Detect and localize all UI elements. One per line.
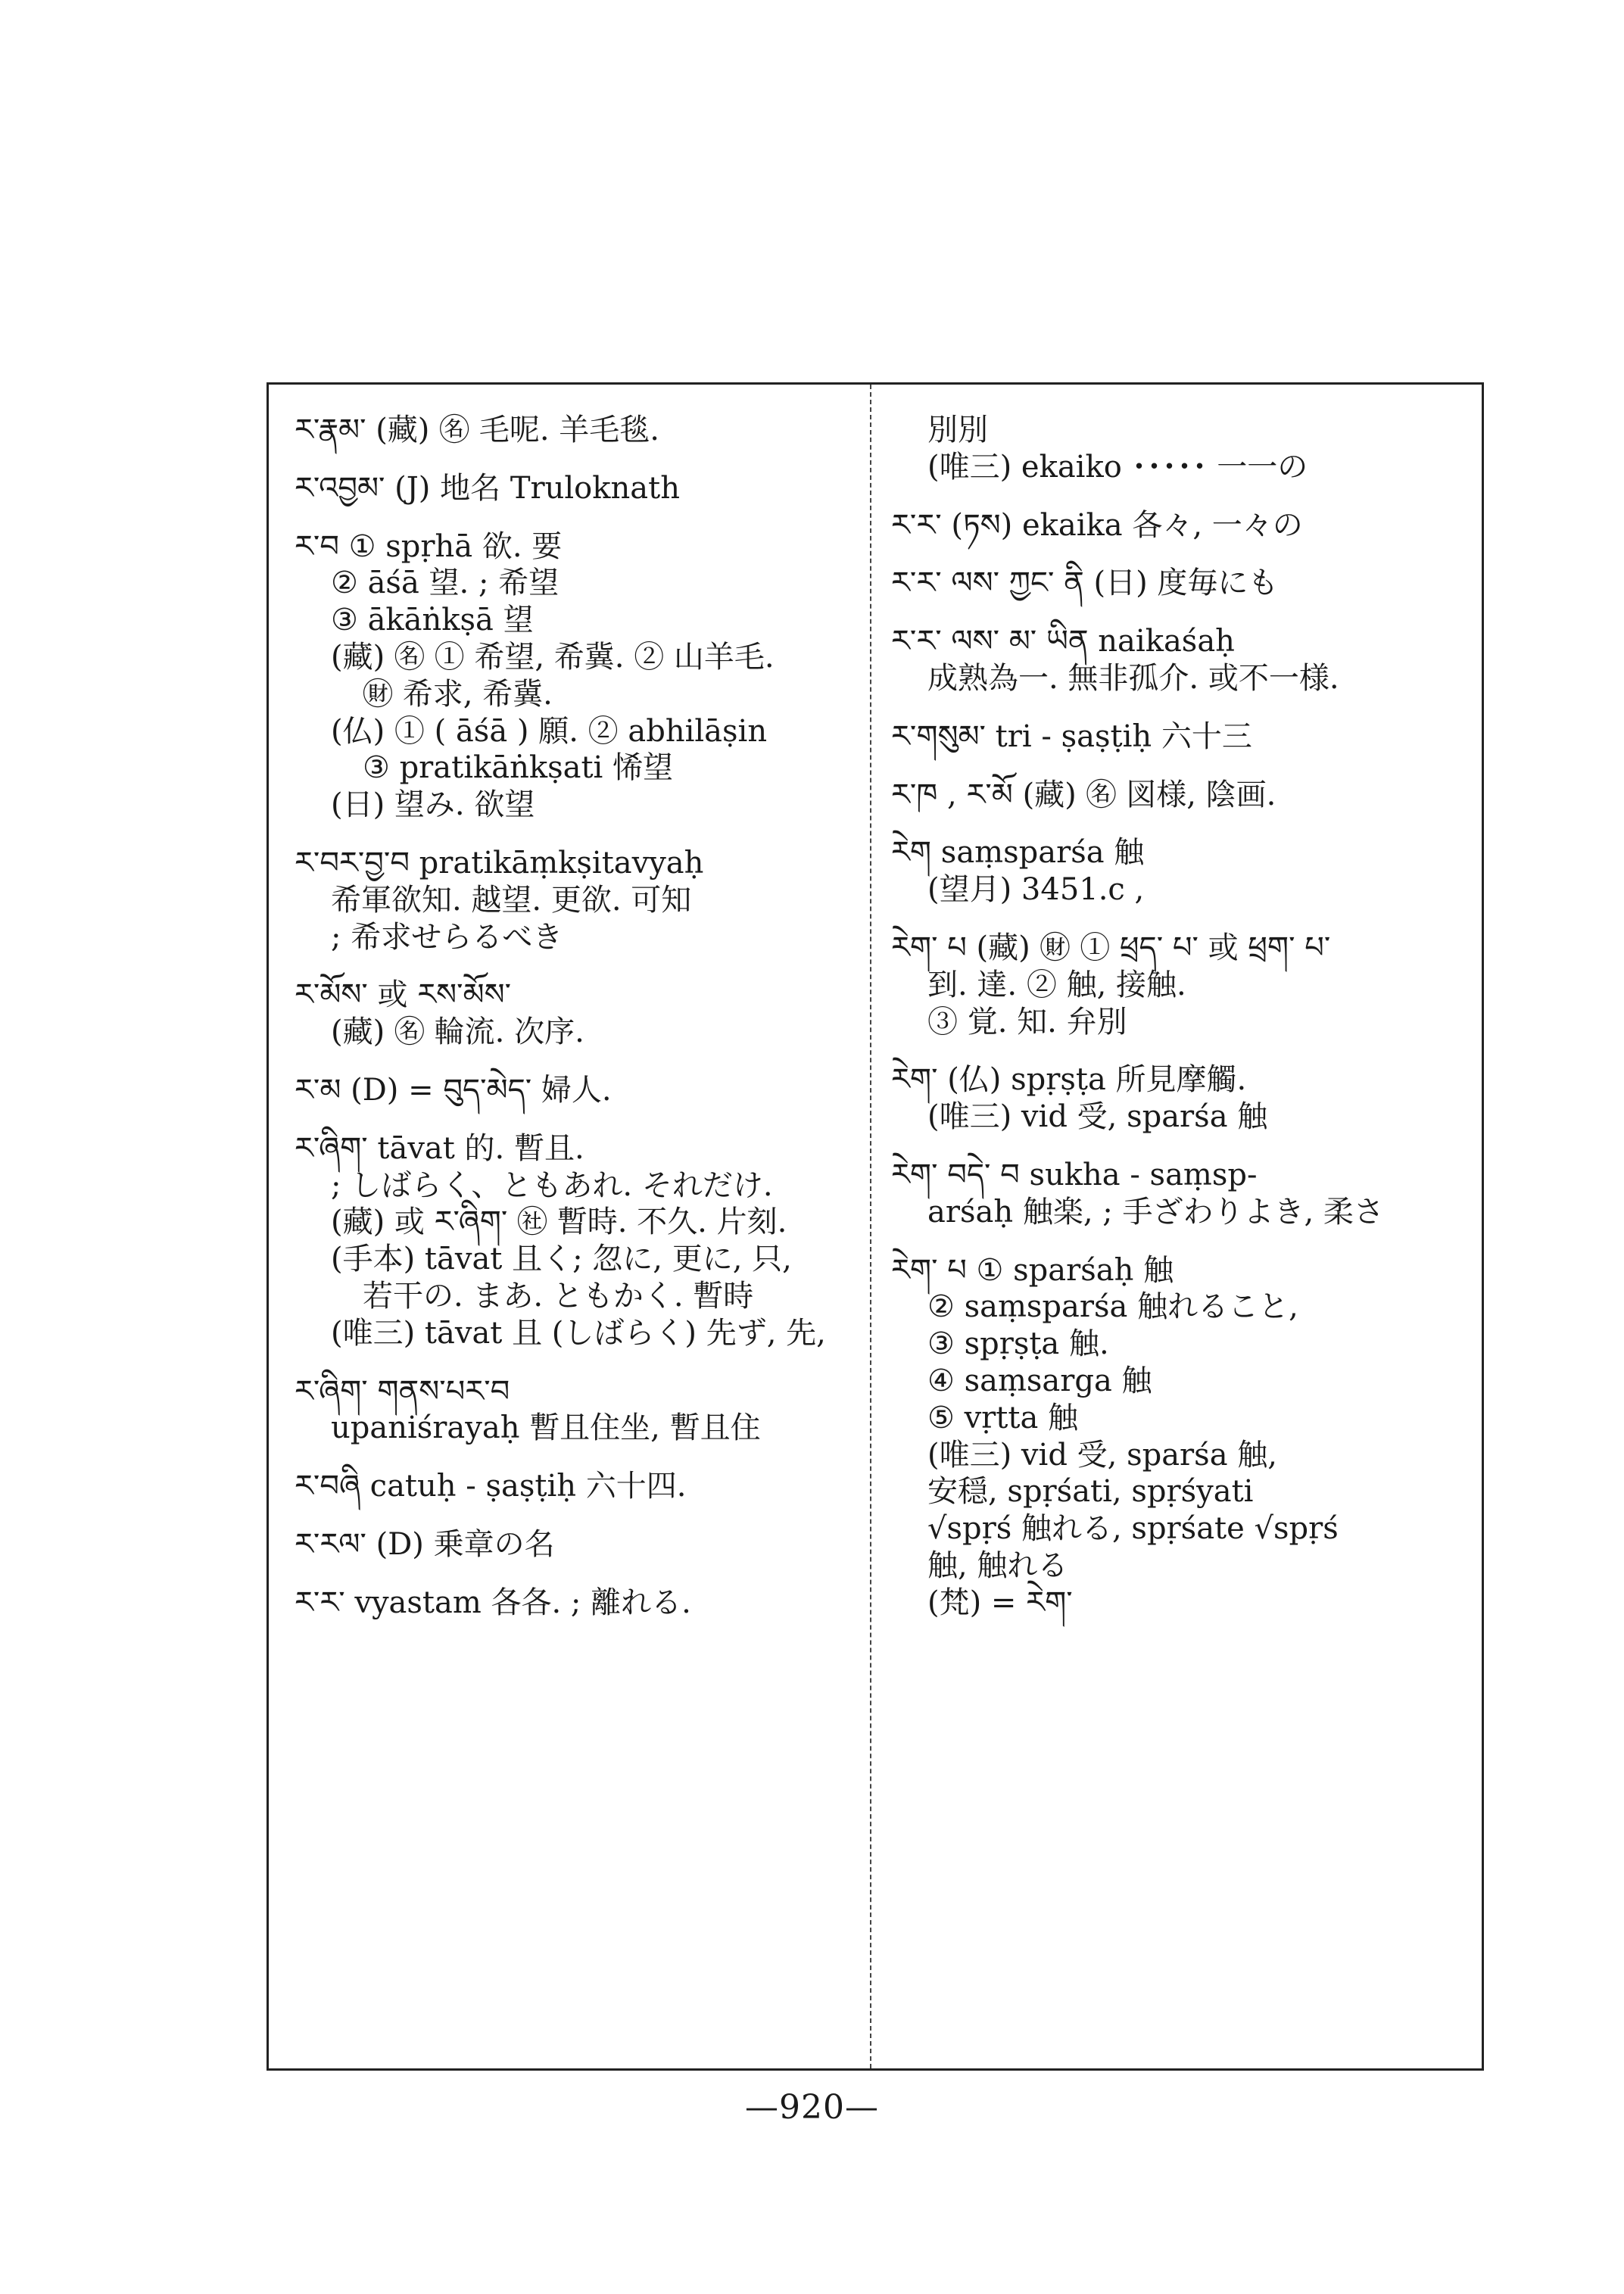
- entry-headword-line: ར་རལ་ (D) 乗章の名: [295, 1526, 555, 1562]
- entry-definition-line: (唯三) ekaiko ･････ 一一の: [927, 449, 1308, 485]
- entry-definition-line: 安穏, spṛśati, spṛśyati: [927, 1474, 1254, 1510]
- entry-headword-line: ར་ཞིག་ tāvat 的. 暫且.: [295, 1130, 584, 1166]
- entry-definition-line: ④ saṃsarga 触: [927, 1363, 1152, 1398]
- entry-definition-line: 成熟為一. 無非孤介. 或不一様.: [927, 660, 1339, 696]
- entry-definition-line: ㊖ 希求, 希冀.: [363, 676, 553, 712]
- entry-headword-line: ར་བཞི catuḥ - ṣaṣṭiḥ 六十四.: [295, 1469, 687, 1504]
- entry-definition-line: (梵) = རེག་: [927, 1585, 1073, 1620]
- entry-definition-line: 若干の. まあ. ともかく. 暫時: [363, 1278, 754, 1314]
- entry-headword-line: རེག་ (仏) spṛṣṭa 所見摩觸.: [891, 1062, 1247, 1098]
- dictionary-frame: [267, 382, 1484, 2071]
- entry-definition-line: ② āśā 望. ; 希望: [331, 566, 560, 601]
- entry-definition-line: (藏) ㊔ 輪流. 次序.: [331, 1015, 584, 1050]
- entry-headword-line: ར་བར་བྱ་བ pratikāṃkṣitavyaḥ: [295, 845, 704, 881]
- entry-headword-line: ར་ར་ (ཏས) ekaika 各々, 一々の: [891, 507, 1303, 543]
- entry-definition-line: 希軍欲知. 越望. 更欲. 可知: [331, 882, 692, 918]
- entry-definition-line: (藏) 或 ར་ཞིག་ ㊓ 暫時. 不久. 片刻.: [331, 1205, 787, 1240]
- entry-definition-line: arśaḥ 触楽, ; 手ざわりよき, 柔さ: [927, 1194, 1384, 1230]
- entry-headword-line: རེག saṃsparśa 触: [891, 835, 1145, 871]
- entry-headword-line: ར་ཞིག་ གནས་པར་བ: [295, 1373, 510, 1409]
- entry-headword-line: ར་མོས་ 或 རས་མོས་: [295, 977, 512, 1013]
- entry-headword-line: རེག་ བདེ་ བ sukha - saṃsp-: [891, 1157, 1258, 1192]
- entry-definition-line: upaniśrayaḥ 暫且住坐, 暫且住: [331, 1410, 761, 1446]
- entry-headword-line: རེག་ པ ① sparśaḥ 触: [891, 1252, 1174, 1288]
- entry-definition-line: (唯三) vid 受, sparśa 触,: [927, 1437, 1277, 1473]
- entry-definition-line: ② saṃsparśa 触れること,: [927, 1289, 1298, 1325]
- left-column: [295, 412, 855, 1622]
- entry-definition-line: (手本) tāvat 且く; 忽に, 更に, 只,: [331, 1242, 792, 1277]
- entry-definition-line: 到. 達. ② 触, 接触.: [927, 967, 1186, 1002]
- entry-headword-line: ར་ར་ ལས་ མ་ ཡིན naikaśaḥ: [891, 624, 1235, 659]
- entry-definition-line: ; しばらく、ともあれ. それだけ.: [331, 1167, 773, 1203]
- entry-definition-line: (藏) ㊔ ① 希望, 希冀. ② 山羊毛.: [331, 639, 775, 675]
- entry-definition-line: ③ pratikāṅkṣati 悕望: [363, 750, 674, 786]
- entry-definition-line: (仏) ① ( āśā ) 願. ② abhilāṣin: [331, 713, 768, 749]
- entry-definition-line: ⑤ vṛtta 触: [927, 1400, 1079, 1435]
- entry-headword-line: ར་བ ① spṛhā 欲. 要: [295, 528, 563, 564]
- entry-definition-line: ③ spṛṣṭa 触.: [927, 1326, 1109, 1362]
- entry-definition-line: ③ ākāṅkṣā 望: [331, 603, 534, 638]
- entry-headword-line: རེག་ པ (藏) ㊖ ① ཕྲད་ པ་ 或 ཕྲག་ པ་: [891, 930, 1331, 965]
- entry-headword-line: ར་ཁ , ར་མོ (藏) ㊔ 図様, 陰画.: [891, 777, 1276, 812]
- entry-definition-line: ; 希求せらるべき: [331, 919, 563, 955]
- entry-definition-line: (日) 望み. 欲望: [331, 787, 535, 823]
- right-column: [891, 412, 1467, 1622]
- column-divider: [870, 385, 871, 2068]
- entry-headword-line: ར་གསུམ་ tri - ṣaṣṭiḥ 六十三: [891, 718, 1252, 754]
- entry-headword-line: ར་ར་ vyastam 各各. ; 離れる.: [295, 1585, 691, 1620]
- entry-headword-line: ར་མ (D) = བུད་མེད་ 婦人.: [295, 1072, 612, 1108]
- entry-definition-line: (唯三) tāvat 且 (しばらく) 先ず, 先,: [331, 1315, 826, 1351]
- entry-definition-line: (望月) 3451.c ,: [927, 872, 1145, 908]
- entry-definition-line: √spṛś 触れる, spṛśate √spṛś: [927, 1511, 1339, 1547]
- entry-definition-line: (唯三) vid 受, sparśa 触: [927, 1099, 1268, 1135]
- entry-definition-line: 別別: [927, 413, 988, 447]
- entry-definition-line: ③ 覚. 知. 弁別: [927, 1004, 1127, 1039]
- entry-headword-line: ར་ར་ ལས་ ཀྱང་ ནི (日) 度毎にも: [891, 566, 1279, 601]
- entry-headword-line: ར་རྣམ་ (藏) ㊔ 毛呢. 羊毛毯.: [295, 413, 659, 447]
- entry-definition-line: 触, 触れる: [927, 1548, 1068, 1583]
- page-number: —920—: [745, 2088, 879, 2127]
- entry-headword-line: ར་འབྱམ་ (J) 地名 Truloknath: [295, 470, 680, 506]
